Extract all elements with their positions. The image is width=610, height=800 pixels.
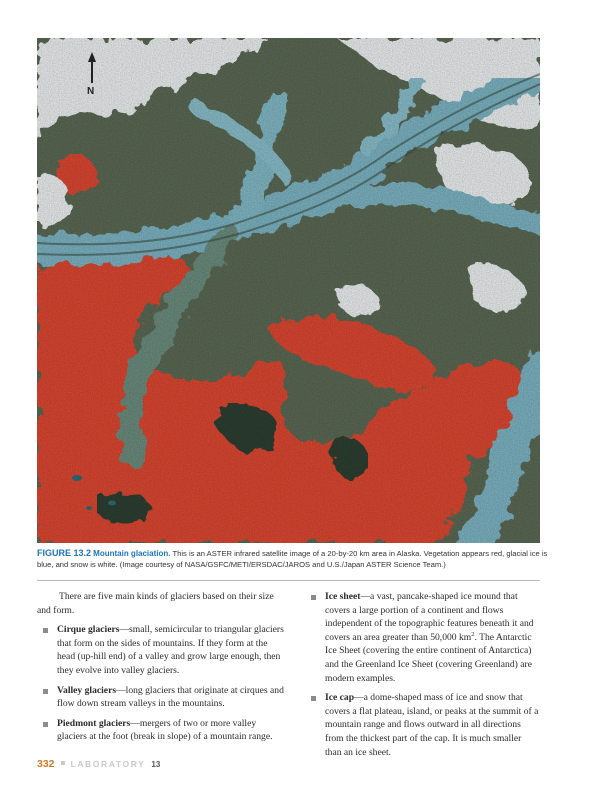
figure-title: Mountain glaciation.: [93, 549, 171, 558]
north-arrow: [80, 52, 102, 100]
term-ice-cap: Ice cap: [325, 692, 355, 704]
term-valley-glaciers: Valley glaciers: [57, 684, 117, 696]
term-cirque-glaciers: Cirque glaciers: [57, 624, 120, 636]
right-column: [305, 590, 540, 765]
figure-number: FIGURE 13.2: [37, 548, 92, 558]
list-item: [37, 623, 287, 677]
satellite-image: [37, 38, 540, 543]
definition-text: —a vast, pancake-shaped ice mound that covers a large portion of a continent and flows independent of the topographic features beneath it and covers an area greater than 50,000 km: [325, 591, 534, 643]
definition-text: —a dome-shaped mass of ice and snow that covers a flat plateau, island, or peaks at the summit of a mountain range and flows outward in all directions from the thickest part of the cap. It is much smaller than an ice sheet.: [325, 692, 539, 758]
footer-square-icon: [61, 761, 65, 765]
section-label: LABORATORY: [70, 759, 146, 769]
bullet-square-icon: [43, 722, 48, 727]
definition-text: —mergers of two or more valley glaciers at the foot (break in slope) of a mountain range.: [57, 717, 273, 743]
left-column: [37, 590, 287, 750]
page-footer: [37, 758, 160, 770]
list-item: [37, 717, 287, 744]
arrow-shaft: [91, 61, 93, 83]
satellite-image-art: [37, 38, 540, 543]
page-number: 332: [37, 758, 55, 770]
definition-text: —long glaciers that originate at cirques and flow down stream valleys in the mountains.: [57, 684, 284, 710]
chapter-number: 13: [151, 760, 161, 769]
figure-caption: [37, 548, 557, 570]
bullet-square-icon: [43, 689, 48, 694]
list-item: [305, 691, 540, 759]
bullet-square-icon: [43, 628, 48, 633]
intro-paragraph: There are five main kinds of glaciers based on their size and form.: [37, 591, 274, 616]
term-piedmont-glaciers: Piedmont glaciers: [57, 717, 131, 729]
term-ice-sheet: Ice sheet: [325, 591, 361, 602]
list-item: [37, 684, 287, 711]
north-label: N: [87, 86, 95, 97]
definition-text-continued: . The Antarctic Ice Sheet (covering the entire continent of Antarctica) and the Greenland Ice Sheet (covering Greenland) are modern examples.: [325, 631, 532, 684]
superscript: 2: [471, 630, 475, 638]
bullet-square-icon: [311, 595, 316, 600]
bullet-square-icon: [311, 696, 316, 701]
figure-caption-text: This is an ASTER infrared satellite image of a 20-by-20 km area in Alaska. Vegetation appears red, glacial ice is blue, and snow is white. (Image courtesy of NASA/GSFC/METI/ERSDAC/JAROS and U.S./Japan ASTER Science Team.): [37, 549, 548, 569]
caption-divider: [37, 580, 540, 581]
list-item: [305, 590, 540, 685]
definition-text: —small, semicircular to triangular glaciers that form on the sides of mountains. If they form at the head (up-hill end) of a valley and grow large enough, then they evolve into valley glaciers.: [57, 624, 284, 676]
